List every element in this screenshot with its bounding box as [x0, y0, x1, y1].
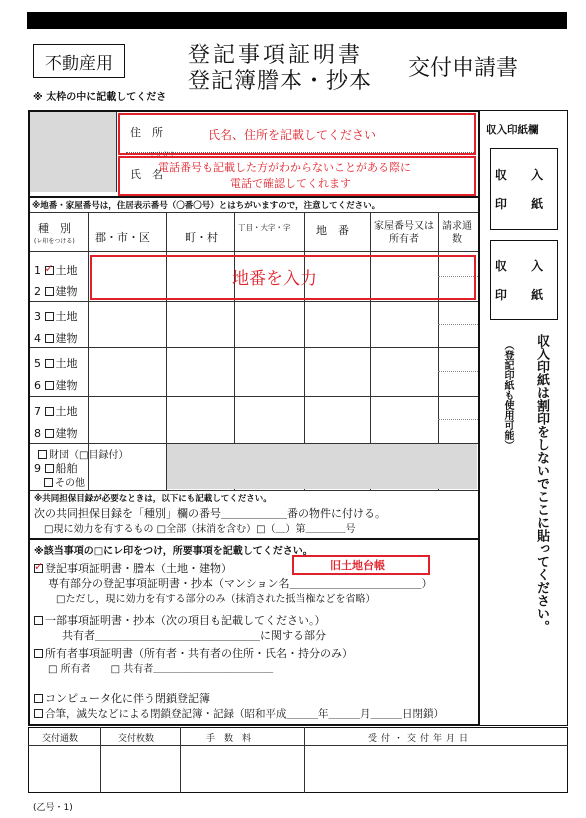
joint-line-1: ※共同担保目録が必要なときは，以下にも記載してください。 [34, 494, 272, 504]
item-2-label: 一部事項証明書・抄本（次の項目も記載してください。） [45, 614, 326, 627]
divider [30, 212, 478, 213]
item-1c: □ただし，現に効力を有する部分のみ（抹消された抵当権などを省略） [56, 594, 376, 605]
footer-table [28, 727, 568, 793]
address-label: 住 所 [130, 126, 163, 139]
item-3b: □ 所有者 □ 共有者＿＿＿＿＿＿＿＿＿＿＿＿ [48, 664, 274, 675]
stamp-1-top: 収 入 [494, 168, 554, 182]
row-5-checkbox[interactable] [45, 359, 54, 368]
row-2-no: 2 [34, 285, 41, 298]
row-5-label: 土地 [55, 357, 78, 370]
row-6-kind[interactable] [34, 377, 78, 393]
title-line-2: 登記簿謄本・抄本 [188, 69, 373, 94]
row-1-no: 1 [34, 264, 41, 277]
header-house-no: 家屋番号又は所有者 [374, 221, 434, 245]
item-4[interactable] [34, 690, 210, 706]
divider [438, 371, 478, 372]
item-5-checkbox[interactable] [34, 709, 43, 718]
title-line-1: 登記事項証明書 [188, 43, 364, 68]
divider [28, 745, 568, 746]
divider [30, 251, 478, 252]
row-9-opt1-label: 財団（□目録付） [49, 450, 129, 461]
form-number: (乙号・1) [33, 803, 73, 813]
item-2-checkbox[interactable] [34, 616, 43, 625]
form-type-badge: 不動産用 [33, 44, 125, 78]
item-5-label: 合筆，滅失などによる閉鎖登記簿・記録（昭和平成＿＿＿年＿＿＿月＿＿＿日閉鎖） [45, 708, 444, 720]
row-3-checkbox[interactable] [45, 312, 54, 321]
row-3-no: 3 [34, 310, 41, 323]
row-9-checkbox-3[interactable] [44, 478, 53, 487]
header-kind-sub: (レ印をつける) [34, 238, 75, 245]
row-1-kind[interactable] [34, 262, 78, 278]
item-1b: 専有部分の登記事項証明書・抄本（マンション名＿＿＿＿＿＿＿＿＿＿＿＿） [48, 577, 433, 590]
row-3-label: 土地 [55, 310, 78, 323]
item-4-checkbox[interactable] [34, 694, 43, 703]
joint-line-2: 次の共同担保目録を「種別」欄の番号＿＿＿＿＿＿番の物件に付ける。 [34, 507, 386, 520]
row-6-checkbox[interactable] [45, 381, 54, 390]
divider [180, 727, 181, 793]
divider [30, 347, 478, 348]
row-2-kind[interactable] [34, 283, 78, 299]
header-lot: 地 番 [316, 224, 349, 237]
item-1[interactable] [34, 560, 232, 576]
applicant-gray-cell [30, 112, 116, 192]
header-chome: 丁目・大字・字 [238, 223, 291, 232]
row-4-kind[interactable] [34, 330, 78, 346]
stamp-2-bottom: 印 紙 [494, 288, 554, 302]
divider [30, 538, 478, 540]
row-4-checkbox[interactable] [45, 334, 54, 343]
header-kind: 種 別 [38, 222, 71, 235]
item-4-label: コンピュータ化に伴う閉鎖登記簿 [45, 692, 210, 705]
footer-col2: 交付枚数 [118, 734, 155, 744]
instruction-note: ※ 太枠の中に記載してくださ [33, 92, 167, 103]
stamp-area-1[interactable] [490, 148, 558, 230]
row-1-checkbox[interactable] [45, 266, 54, 275]
joint-line-3: □現に効力を有するもの □全部（抹消を含む）□（＿）第＿＿＿＿号 [44, 524, 356, 535]
row-4-label: 建物 [55, 332, 78, 345]
footer-col3: 手 数 料 [206, 734, 252, 744]
stamp-note-paren: （登記印紙も使用可能） [502, 340, 513, 450]
item-3-checkbox[interactable] [34, 649, 43, 658]
row-9-opt2-label: 船舶 [55, 462, 78, 475]
divider [30, 196, 478, 198]
row-5-no: 5 [34, 357, 41, 370]
footer-col1: 交付通数 [42, 734, 79, 744]
header-town: 町・村 [185, 231, 218, 244]
row-9-no: 9 [34, 462, 41, 475]
item-2b: 共有者＿＿＿＿＿＿＿＿＿＿＿＿＿＿＿に関する部分 [62, 629, 326, 642]
footer-col4: 受付・交付年月日 [368, 734, 473, 744]
divider [438, 324, 478, 325]
divider [30, 396, 478, 397]
row-9-opt3-label: その他 [55, 478, 85, 489]
divider [116, 112, 117, 192]
parcel-note: ※地番・家屋番号は，住居表示番号（〇番〇号）とはちがいますので，注意してください。 [32, 201, 381, 211]
row-7-checkbox[interactable] [45, 407, 54, 416]
row-4-no: 4 [34, 332, 41, 345]
address-annotation: 氏名、住所を記載してください [208, 128, 377, 142]
phone-annotation-1: 電話番号も記載した方がわからないことがある際に [158, 161, 411, 174]
row-5-kind[interactable] [34, 355, 78, 371]
item-3[interactable] [34, 645, 353, 661]
stamp-area-2[interactable] [490, 240, 558, 320]
row-7-label: 土地 [55, 405, 78, 418]
item-1-label: 登記事項証明書・謄本（土地・建物） [45, 562, 232, 575]
items-intro: ※該当事項の□にレ印をつけ，所要事項を記載してください。 [34, 546, 313, 557]
stamp-column-header: 収入印紙欄 [486, 124, 539, 136]
row-7-kind[interactable] [34, 403, 78, 419]
item-3-label: 所有者事項証明書（所有者・共有者の住所・氏名・持分のみ） [45, 647, 353, 660]
top-bar [27, 12, 567, 29]
divider [304, 727, 305, 793]
row-9-gray-cell [167, 444, 477, 489]
row-7-no: 7 [34, 405, 41, 418]
divider [100, 727, 101, 793]
row-9-opt3[interactable] [44, 474, 85, 489]
divider [438, 419, 478, 420]
name-label: 氏 名 [130, 168, 163, 181]
phone-annotation-2: 電話で確認してくれます [230, 177, 351, 190]
row-2-label: 建物 [55, 285, 78, 298]
row-8-kind[interactable] [34, 425, 78, 441]
stamp-note-main: 収入印紙は割印をしないでここに貼ってください。 [534, 334, 549, 633]
row-1-label: 土地 [55, 264, 78, 277]
row-8-no: 8 [34, 427, 41, 440]
divider [30, 301, 478, 302]
divider [30, 490, 478, 491]
item-5[interactable] [34, 706, 444, 721]
item-1-checkbox[interactable] [34, 564, 43, 573]
row-8-checkbox[interactable] [45, 429, 54, 438]
header-count: 請求通数 [442, 221, 472, 245]
stamp-1-bottom: 印 紙 [494, 197, 554, 211]
lot-annotation: 地番を入力 [232, 269, 317, 289]
item-2[interactable] [34, 612, 326, 628]
row-3-kind[interactable] [34, 308, 78, 324]
stamp-2-top: 収 入 [494, 259, 554, 273]
old-ledger-annotation: 旧土地台帳 [330, 559, 385, 572]
row-9-checkbox-2[interactable] [45, 464, 54, 473]
row-9-checkbox-1[interactable] [38, 450, 47, 459]
title-suffix: 交付申請書 [408, 56, 519, 81]
row-8-label: 建物 [55, 427, 78, 440]
furigana-label: フリガナ [148, 151, 176, 159]
row-2-checkbox[interactable] [45, 287, 54, 296]
row-6-label: 建物 [55, 379, 78, 392]
header-city: 郡・市・区 [95, 231, 150, 244]
row-9-opt1[interactable] [38, 446, 128, 461]
row-6-no: 6 [34, 379, 41, 392]
